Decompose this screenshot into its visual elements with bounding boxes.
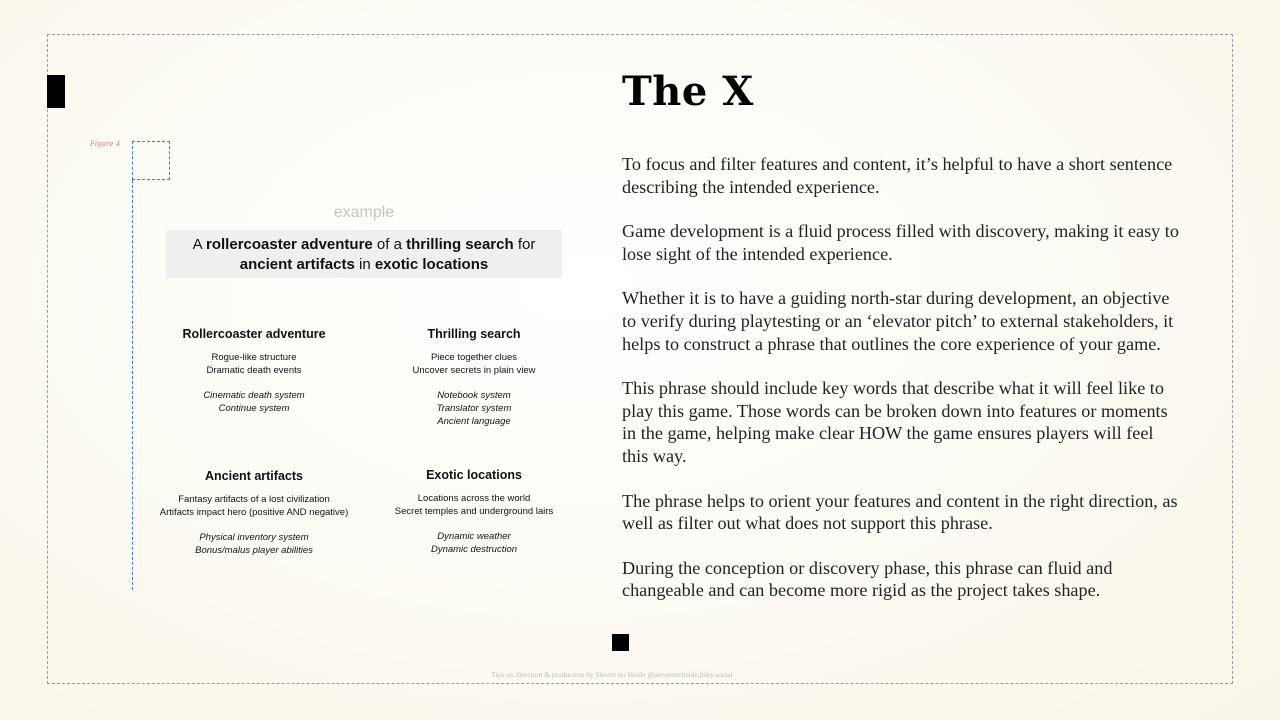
phrase-word: for (513, 236, 536, 253)
figure-bracket-box (132, 141, 170, 180)
feature-item: Continue system (218, 403, 290, 414)
quadrant-exotic-locations (369, 468, 579, 556)
feature-item: Dynamic weather (437, 531, 511, 542)
body-paragraph: Game development is a fluid process filled with discovery, making it easy to lose sight of the intended experience. (622, 221, 1179, 264)
moment-item: Fantasy artifacts of a lost civilization (178, 494, 330, 505)
quadrant-title: Exotic locations (426, 468, 522, 482)
moment-item: Locations across the world (417, 493, 531, 504)
quadrant-features (149, 531, 359, 557)
quadrant-features (369, 389, 579, 428)
figure-tag: Figure 4 (90, 140, 121, 148)
phrase-word: A (192, 236, 207, 253)
slide-title: The X (622, 68, 754, 115)
phrase-keyword: exotic locations (374, 256, 489, 273)
example-label: example (333, 204, 395, 221)
feature-item: Cinematic death system (203, 390, 305, 401)
quadrant-title: Rollercoaster adventure (182, 327, 326, 341)
quadrant-thrilling-search (369, 327, 579, 428)
phrase-keyword: ancient artifacts (239, 256, 355, 273)
phrase-word: in (354, 256, 375, 273)
quadrant-moments (149, 493, 359, 519)
moment-item: Uncover secrets in plain view (412, 365, 536, 376)
body-paragraph: The phrase helps to orient your features and content in the right direction, as well as filter out what does not support this phrase. (622, 490, 1178, 534)
quadrant-rollercoaster-adventure (149, 327, 359, 415)
body-text (622, 153, 1182, 624)
figure-bracket-line (132, 180, 133, 590)
quadrant-moments (149, 351, 359, 377)
body-paragraph: This phrase should include key words that describe what it will feel like to play this game. Those words can be broken down into features or moments in the game, helping make clear HOW the game ensures players will feel this way. (622, 378, 1168, 466)
moment-item: Dramatic death events (206, 365, 302, 376)
feature-item: Dynamic destruction (430, 544, 518, 555)
quadrant-ancient-artifacts (149, 469, 359, 557)
phrase-word: of a (372, 236, 407, 253)
phrase-keyword: rollercoaster adventure (206, 236, 373, 253)
moment-item: Piece together clues (430, 352, 518, 363)
quadrant-moments (369, 492, 579, 518)
quadrant-features (369, 530, 579, 556)
quadrant-title: Ancient artifacts (205, 469, 303, 483)
feature-item: Translator system (436, 403, 512, 414)
feature-item: Ancient language (437, 416, 511, 427)
quadrant-title: Thrilling search (427, 327, 521, 341)
body-paragraph: To focus and filter features and content, it’s helpful to have a short sentence describing the intended experience. (622, 154, 1173, 197)
quadrant-features (149, 389, 359, 415)
moment-item: Artifacts impact hero (positive AND negative) (159, 507, 349, 518)
body-paragraph: Whether it is to have a guiding north-star during development, an objective to verify during playtesting or an ‘elevator pitch’ to external stakeholders, it helps to construct a phrase that outlines the core experience of your game. (622, 288, 1174, 354)
moment-item: Rogue-like structure (211, 352, 297, 363)
example-phrase (166, 230, 562, 278)
feature-item: Bonus/malus player abilities (195, 545, 313, 556)
phrase-keyword: thrilling search (406, 236, 514, 253)
section-marker (47, 75, 65, 108)
moment-item: Secret temples and underground lairs (394, 506, 554, 517)
feature-item: Notebook system (437, 390, 511, 401)
quadrant-moments (369, 351, 579, 377)
end-marker (612, 634, 629, 651)
feature-item: Physical inventory system (199, 532, 309, 543)
body-paragraph: During the conception or discovery phase, this phrase can fluid and changeable and can become more rigid as the project takes shape. (622, 557, 1113, 601)
footer-credit: Tips on direction & production by Steven ter Heide @steventerheide.bsky.social (491, 670, 733, 679)
